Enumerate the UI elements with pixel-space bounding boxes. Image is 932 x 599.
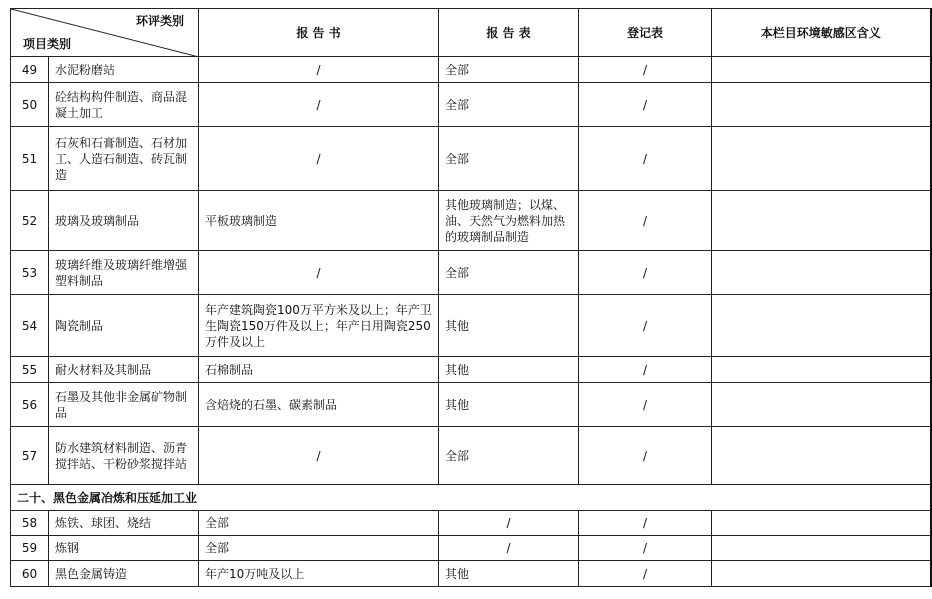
report-table-cell: / <box>439 511 579 536</box>
project-name: 玻璃及玻璃制品 <box>49 191 199 251</box>
row-number: 50 <box>11 83 49 127</box>
header-sensitive-area: 本栏目环境敏感区含义 <box>712 9 931 57</box>
register-cell: / <box>579 511 712 536</box>
report-book-cell: 平板玻璃制造 <box>199 191 439 251</box>
project-name: 防水建筑材料制造、沥青搅拌站、干粉砂浆搅拌站 <box>49 427 199 485</box>
sensitive-area-cell <box>712 536 931 561</box>
table-row <box>11 57 931 83</box>
report-book-cell: / <box>199 127 439 191</box>
report-table-cell: 其他玻璃制造；以煤、油、天然气为燃料加热的玻璃制品制造 <box>439 191 579 251</box>
sensitive-area-cell <box>712 295 931 357</box>
row-number: 59 <box>11 536 49 561</box>
report-book-cell: / <box>199 57 439 83</box>
register-cell: / <box>579 357 712 383</box>
register-cell: / <box>579 83 712 127</box>
report-table-cell: 其他 <box>439 357 579 383</box>
report-table-cell: 其他 <box>439 383 579 427</box>
register-cell: / <box>579 536 712 561</box>
project-name: 耐火材料及其制品 <box>49 357 199 383</box>
diagonal-header-cell <box>11 9 199 57</box>
report-book-cell: 全部 <box>199 536 439 561</box>
register-cell: / <box>579 427 712 485</box>
row-number: 51 <box>11 127 49 191</box>
register-cell: / <box>579 383 712 427</box>
table-row <box>11 127 931 191</box>
row-number: 57 <box>11 427 49 485</box>
report-table-cell: 全部 <box>439 57 579 83</box>
project-name: 陶瓷制品 <box>49 295 199 357</box>
row-number: 58 <box>11 511 49 536</box>
report-book-cell: 年产建筑陶瓷100万平方米及以上；年产卫生陶瓷150万件及以上；年产日用陶瓷250万件及以上 <box>199 295 439 357</box>
sensitive-area-cell <box>712 561 931 587</box>
header-env-category: 环评类别 <box>135 14 184 28</box>
report-table-cell: / <box>439 536 579 561</box>
project-name: 石墨及其他非金属矿物制品 <box>49 383 199 427</box>
table-row <box>11 561 931 587</box>
table-row <box>11 357 931 383</box>
project-name: 玻璃纤维及玻璃纤维增强塑料制品 <box>49 251 199 295</box>
row-number: 60 <box>11 561 49 587</box>
table-row <box>11 295 931 357</box>
header-row <box>11 9 931 57</box>
sensitive-area-cell <box>712 83 931 127</box>
section-row <box>11 485 931 511</box>
project-name: 水泥粉磨站 <box>49 57 199 83</box>
header-register: 登记表 <box>579 9 712 57</box>
report-table-cell: 其他 <box>439 561 579 587</box>
register-cell: / <box>579 127 712 191</box>
register-cell: / <box>579 191 712 251</box>
report-book-cell: / <box>199 83 439 127</box>
project-name: 炼铁、球团、烧结 <box>49 511 199 536</box>
sensitive-area-cell <box>712 57 931 83</box>
table-row <box>11 251 931 295</box>
project-name: 黑色金属铸造 <box>49 561 199 587</box>
report-table-cell: 全部 <box>439 83 579 127</box>
report-book-cell: 全部 <box>199 511 439 536</box>
section-title: 二十、黑色金属冶炼和压延加工业 <box>11 485 931 511</box>
row-number: 53 <box>11 251 49 295</box>
header-report-book: 报 告 书 <box>199 9 439 57</box>
report-table-cell: 全部 <box>439 127 579 191</box>
row-number: 55 <box>11 357 49 383</box>
report-book-cell: 年产10万吨及以上 <box>199 561 439 587</box>
report-table-cell: 全部 <box>439 251 579 295</box>
table-row <box>11 191 931 251</box>
sensitive-area-cell <box>712 511 931 536</box>
sensitive-area-cell <box>712 127 931 191</box>
report-book-cell: 石棉制品 <box>199 357 439 383</box>
table-row <box>11 427 931 485</box>
report-table-cell: 全部 <box>439 427 579 485</box>
project-name: 炼钢 <box>49 536 199 561</box>
sensitive-area-cell <box>712 427 931 485</box>
sensitive-area-cell <box>712 383 931 427</box>
row-number: 56 <box>11 383 49 427</box>
report-book-cell: / <box>199 251 439 295</box>
sensitive-area-cell <box>712 191 931 251</box>
sensitive-area-cell <box>712 251 931 295</box>
row-number: 52 <box>11 191 49 251</box>
register-cell: / <box>579 57 712 83</box>
register-cell: / <box>579 251 712 295</box>
sensitive-area-cell <box>712 357 931 383</box>
table-row <box>11 83 931 127</box>
register-cell: / <box>579 561 712 587</box>
report-book-cell: 含焙烧的石墨、碳素制品 <box>199 383 439 427</box>
table-row <box>11 383 931 427</box>
header-report-table: 报 告 表 <box>439 9 579 57</box>
header-project-category: 项目类别 <box>23 37 72 51</box>
report-table-cell: 其他 <box>439 295 579 357</box>
table-row <box>11 536 931 561</box>
project-name: 石灰和石膏制造、石材加工、人造石制造、砖瓦制造 <box>49 127 199 191</box>
classification-table <box>10 8 932 587</box>
table-row <box>11 511 931 536</box>
register-cell: / <box>579 295 712 357</box>
report-book-cell: / <box>199 427 439 485</box>
row-number: 54 <box>11 295 49 357</box>
project-name: 砼结构构件制造、商品混凝土加工 <box>49 83 199 127</box>
row-number: 49 <box>11 57 49 83</box>
